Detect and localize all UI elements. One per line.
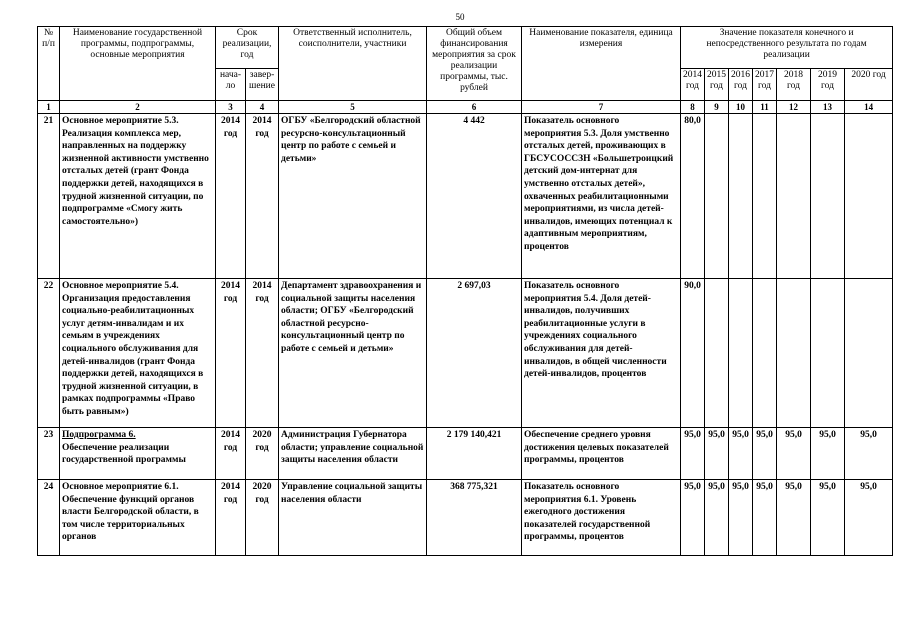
column-number: 7: [522, 101, 681, 114]
column-number: 2: [60, 101, 216, 114]
column-number: 3: [216, 101, 246, 114]
table-row: [38, 480, 893, 556]
program-table: [37, 26, 893, 556]
column-number: 12: [777, 101, 811, 114]
executor: Департамент здравоохранения и социальной защиты населения области; ОГБУ «Белгородский областной ресурсно-консультационный центр по работе с семьей и детьми»: [279, 279, 427, 428]
value-cell: [777, 279, 811, 428]
value-cell: 95,0: [845, 480, 893, 556]
value-cell: 95,0: [777, 428, 811, 480]
row-number: 24: [38, 480, 60, 556]
column-number: 11: [753, 101, 777, 114]
end-year: 2014 год: [246, 279, 279, 428]
header-period: Срок реализации, год: [216, 27, 279, 69]
subprogram-title: Подпрограмма 6.: [62, 430, 136, 440]
value-cell: [811, 114, 845, 279]
value-cell: 95,0: [845, 428, 893, 480]
page-number: 50: [455, 12, 465, 22]
value-cell: 95,0: [777, 480, 811, 556]
value-cell: 95,0: [705, 480, 729, 556]
start-year: 2014 год: [216, 114, 246, 279]
indicator: Обеспечение среднего уровня достижения целевых показателей программы, процентов: [522, 428, 681, 480]
value-cell: 95,0: [753, 480, 777, 556]
header-year: 2018 год: [777, 69, 811, 101]
header-end: завер-шение: [246, 69, 279, 101]
table-row: [38, 428, 893, 480]
start-year: 2014 год: [216, 279, 246, 428]
header-executor: Ответственный исполнитель, соисполнители, участники: [279, 27, 427, 101]
value-cell: [845, 114, 893, 279]
column-number: 6: [427, 101, 522, 114]
column-number: 1: [38, 101, 60, 114]
column-number: 10: [729, 101, 753, 114]
value-cell: 95,0: [811, 428, 845, 480]
column-number: 14: [845, 101, 893, 114]
value-cell: [705, 114, 729, 279]
value-cell: [777, 114, 811, 279]
funding: 368 775,321: [427, 480, 522, 556]
value-cell: [705, 279, 729, 428]
column-number: 5: [279, 101, 427, 114]
table-row: [38, 114, 893, 279]
value-cell: [753, 114, 777, 279]
measure-name: Основное мероприятие 6.1. Обеспечение функций органов власти Белгородской области, в том числе территориальных органов: [60, 480, 216, 556]
value-cell: 95,0: [811, 480, 845, 556]
executor: Администрация Губернатора области; управление социальной защиты населения области: [279, 428, 427, 480]
header-num: № п/п: [38, 27, 60, 101]
row-number: 21: [38, 114, 60, 279]
executor: Управление социальной защиты населения области: [279, 480, 427, 556]
header-year: 2019 год: [811, 69, 845, 101]
header-start: нача-ло: [216, 69, 246, 101]
measure-name: Обеспечение реализации государственной программы: [62, 442, 186, 466]
value-cell: 95,0: [681, 480, 705, 556]
column-number-row: [38, 101, 893, 114]
header-year: 2017 год: [753, 69, 777, 101]
header-year: 2020 год: [845, 69, 893, 101]
funding: 2 179 140,421: [427, 428, 522, 480]
value-cell: 95,0: [729, 428, 753, 480]
header-funding: Общий объем финансирования мероприятия за срок реализации программы, тыс. рублей: [427, 27, 522, 101]
start-year: 2014 год: [216, 480, 246, 556]
indicator: Показатель основного мероприятия 5.3. Доля умственно отсталых детей, проживающих в ГБСУСОССЗН «Большетроицкий детский дом-интернат для умственно отсталых детей», охваченных реабилитационными мероприятиями, из числа детей-инвалидов, имеющих потенциал к адаптивным мероприятиям, процентов: [522, 114, 681, 279]
end-year: 2020 год: [246, 428, 279, 480]
header-year: 2014 год: [681, 69, 705, 101]
value-cell: [811, 279, 845, 428]
value-cell: 95,0: [753, 428, 777, 480]
value-cell: 95,0: [681, 428, 705, 480]
value-cell: 95,0: [729, 480, 753, 556]
value-cell: [729, 279, 753, 428]
end-year: 2020 год: [246, 480, 279, 556]
row-number: 22: [38, 279, 60, 428]
header-name: Наименование государственной программы, подпрограммы, основные мероприятия: [60, 27, 216, 101]
header-values: Значение показателя конечного и непосредственного результата по годам реализации: [681, 27, 893, 69]
value-cell: [845, 279, 893, 428]
funding: 4 442: [427, 114, 522, 279]
value-cell: 90,0: [681, 279, 705, 428]
executor: ОГБУ «Белгородский областной ресурсно-консультационный центр по работе с семьей и детьми»: [279, 114, 427, 279]
measure-name-cell: [60, 428, 216, 480]
column-number: 8: [681, 101, 705, 114]
value-cell: [753, 279, 777, 428]
column-number: 9: [705, 101, 729, 114]
end-year: 2014 год: [246, 114, 279, 279]
column-number: 13: [811, 101, 845, 114]
header-year: 2016 год: [729, 69, 753, 101]
header-indicator: Наименование показателя, единица измерения: [522, 27, 681, 101]
funding: 2 697,03: [427, 279, 522, 428]
measure-name: Основное мероприятие 5.4. Организация предоставления социально-реабилитационных услуг детям-инвалидам и их семьям в учреждениях социального обслуживания для детей-инвалидов (грант Фонда поддержки детей, находящихся в трудной жизненной ситуации, в рамках подпрограммы «Право быть равным»): [60, 279, 216, 428]
row-number: 23: [38, 428, 60, 480]
value-cell: 95,0: [705, 428, 729, 480]
start-year: 2014 год: [216, 428, 246, 480]
indicator: Показатель основного мероприятия 6.1. Уровень ежегодного достижения показателей государственной программы, процентов: [522, 480, 681, 556]
indicator: Показатель основного мероприятия 5.4. Доля детей-инвалидов, получивших реабилитационные услуги в учреждениях социального обслуживания для детей-инвалидов, в общей численности детей-инвалидов, процентов: [522, 279, 681, 428]
column-number: 4: [246, 101, 279, 114]
header-year: 2015 год: [705, 69, 729, 101]
value-cell: [729, 114, 753, 279]
table-row: [38, 279, 893, 428]
measure-name: Основное мероприятие 5.3. Реализация комплекса мер, направленных на поддержку жизненной активности умственно отсталых детей (грант Фонда поддержки детей, находящихся в трудной жизненной ситуации, по подпрограмме «Смогу жить самостоятельно»): [60, 114, 216, 279]
value-cell: 80,0: [681, 114, 705, 279]
